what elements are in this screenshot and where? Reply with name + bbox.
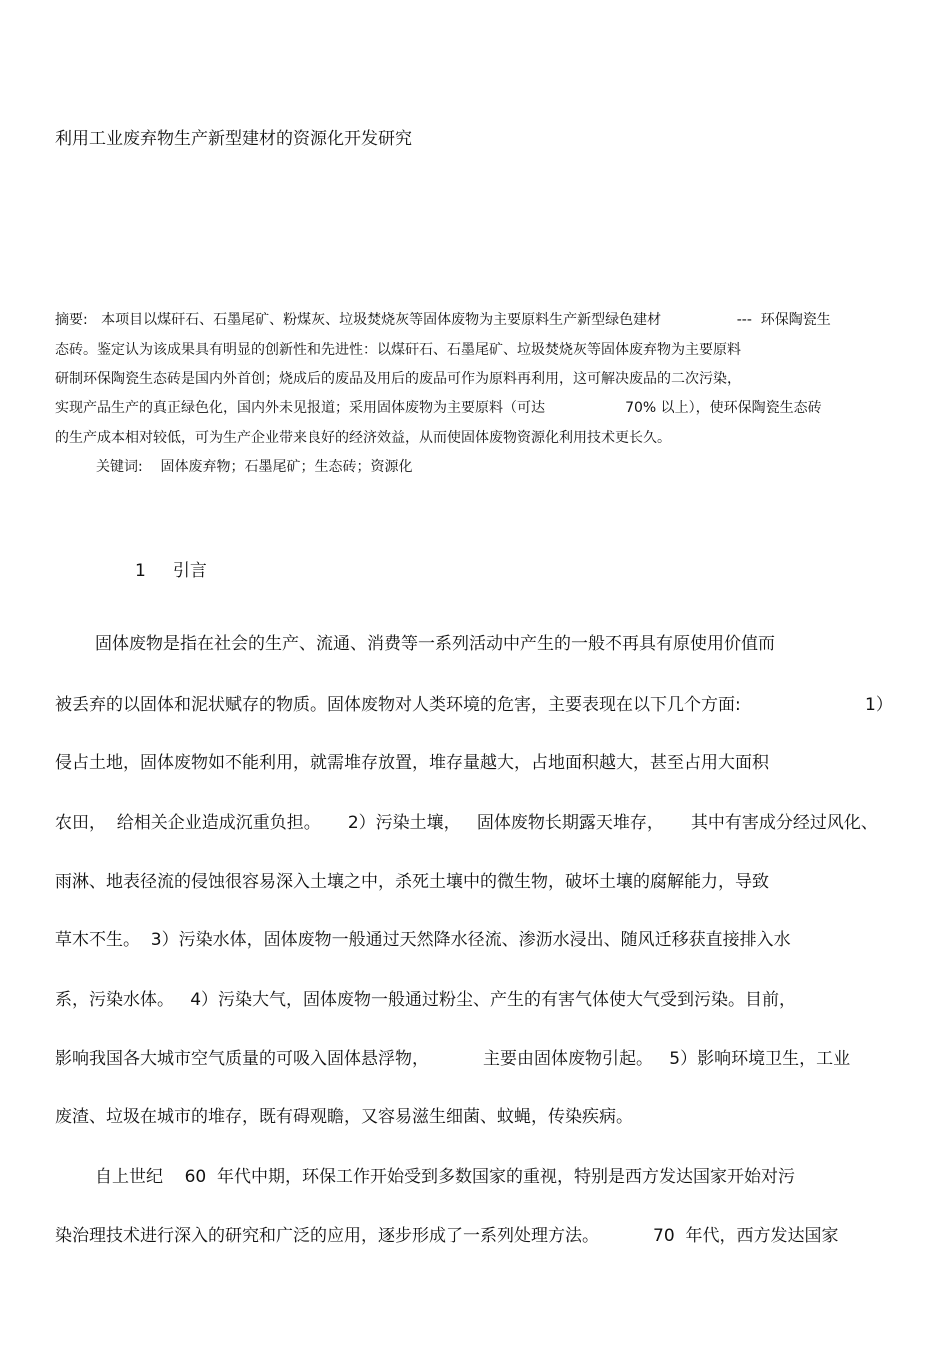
body-line: 染治理技术进行深入的研究和广泛的应用，逐步形成了一系列处理方法。 70 年代，西方发达国家 <box>55 1226 839 1246</box>
body-line: 固体废物是指在社会的生产、流通、消费等一系列活动中产生的一般不再具有原使用价值而 <box>95 634 775 654</box>
section-heading: 1 引言 <box>135 561 207 581</box>
body-line: 草木不生。 3）污染水体，固体废物一般通过天然降水径流、渗沥水浸出、随风迁移获直接排入水 <box>55 930 791 950</box>
abstract-line: 研制环保陶瓷生态砖是国内外首创；烧成后的废品及用后的废品可作为原料再利用，这可解决废品的二次污染， <box>55 371 741 387</box>
abstract-line: 的生产成本相对较低，可为生产企业带来良好的经济效益，从而使固体废物资源化利用技术更长久。 <box>55 430 671 446</box>
body-line: 系，污染水体。 4）污染大气，固体废物一般通过粉尘、产生的有害气体使大气受到污染。目前， <box>55 990 797 1010</box>
abstract-line: 摘要: 本项目以煤矸石、石墨尾矿、粉煤灰、垃圾焚烧灰等固体废物为主要原料生产新型绿色建材 --- 环保陶瓷生 <box>55 312 831 328</box>
body-line: 侵占土地，固体废物如不能利用，就需堆存放置，堆存量越大，占地面积越大，甚至占用大面积 <box>55 753 769 773</box>
body-line: 自上世纪 60 年代中期，环保工作开始受到多数国家的重视，特别是西方发达国家开始对污 <box>95 1167 796 1187</box>
keywords-line: 关键词: 固体废弃物；石墨尾矿；生态砖；资源化 <box>96 459 413 475</box>
paper-title: 利用工业废弃物生产新型建材的资源化开发研究 <box>55 129 412 149</box>
abstract-line: 实现产品生产的真正绿色化，国内外未见报道；采用固体废物为主要原料（可达 70% 以上），使环保陶瓷生态砖 <box>55 400 822 416</box>
body-line: 影响我国各大城市空气质量的可吸入固体悬浮物， 主要由固体废物引起。 5）影响环境卫生，工业 <box>55 1049 851 1069</box>
abstract-line: 态砖。鉴定认为该成果具有明显的创新性和先进性：以煤矸石、石墨尾矿、垃圾焚烧灰等固体废弃物为主要原料 <box>55 342 741 358</box>
body-line: 农田， 给相关企业造成沉重负担。 2）污染土壤， 固体废物长期露天堆存， 其中有害成分经过风化、 <box>55 813 878 833</box>
body-line: 废渣、垃圾在城市的堆存，既有碍观瞻，又容易滋生细菌、蚊蝇，传染疾病。 <box>55 1107 633 1127</box>
body-line: 雨淋、地表径流的侵蚀很容易深入土壤之中，杀死土壤中的微生物，破坏土壤的腐解能力，导致 <box>55 872 769 892</box>
body-line: 被丢弃的以固体和泥状赋存的物质。固体废物对人类环境的危害，主要表现在以下几个方面: 1） <box>55 695 893 715</box>
